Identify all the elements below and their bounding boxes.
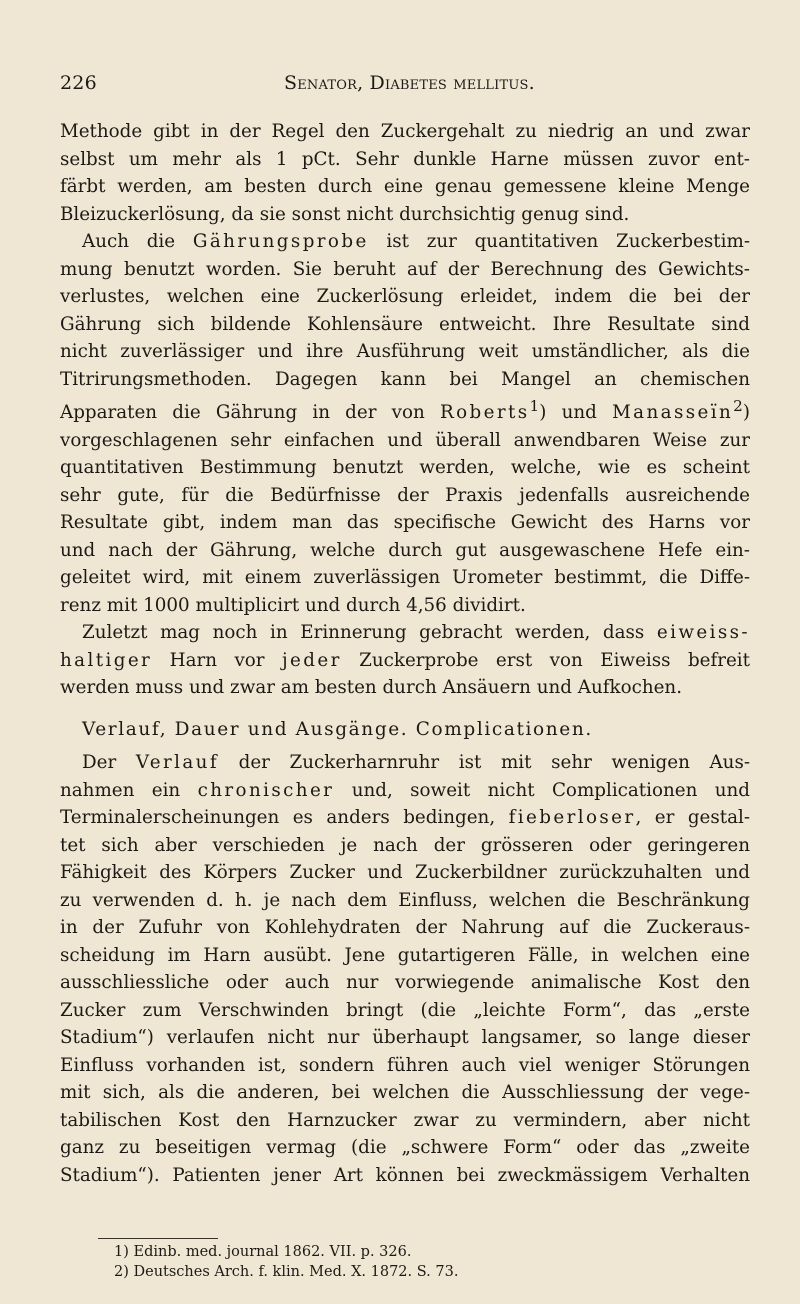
- text-line: werden muss und zwar am besten durch Ansäuern und Aufkochen.: [60, 677, 682, 699]
- page-number: 226: [60, 72, 97, 94]
- body-text: [60, 118, 750, 1189]
- text-line: Resultate gibt, indem man das specifische Gewicht des Harns vor: [60, 512, 750, 534]
- emphasis-spaced: chronischer: [197, 779, 335, 801]
- text-line: Titrirungsmethoden. Dagegen kann bei Mangel an chemischen: [60, 368, 750, 390]
- text-line: [60, 393, 750, 427]
- text-line: Methode gibt in der Regel den Zuckergehalt zu niedrig an und zwar: [60, 121, 750, 142]
- text-line: Stadium“). Patienten jener Art können bei zweckmässigem Verhalten: [60, 1164, 750, 1186]
- text-line: renz mit 1000 multiplicirt und durch 4,56 dividirt.: [60, 594, 526, 616]
- text-line: geleitet wird, mit einem zuverlässigen Urometer bestimmt, die Diffe-: [60, 567, 750, 589]
- text-line: tet sich aber verschieden je nach der grösseren oder geringeren: [60, 834, 750, 856]
- text-run: und, soweit nicht Complicationen und: [334, 779, 750, 801]
- text-line: ganz zu beseitigen vermag (die „schwere Form“ oder das „zweite: [60, 1137, 750, 1159]
- footnote-divider: [98, 1238, 218, 1239]
- text-run: der Zuckerharnruhr ist mit sehr wenigen Aus-: [219, 752, 750, 774]
- text-line: Zucker zum Verschwinden bringt (die „leichte Form“, das „erste: [60, 999, 750, 1021]
- text-line: Stadium“) verlaufen nicht nur überhaupt langsamer, so lange dieser: [60, 1027, 750, 1049]
- text-run: , er gestal-: [635, 807, 750, 829]
- emphasis-spaced: haltiger: [60, 649, 153, 671]
- text-line: verlustes, welchen eine Zuckerlösung erleidet, indem die bei der: [60, 286, 750, 307]
- emphasis-spaced: jeder: [281, 649, 342, 671]
- text-line: zu verwenden d. h. je nach dem Einfluss, welchen die Beschränkung: [60, 889, 750, 911]
- text-line: in der Zufuhr von Kohlehydraten der Nahrung auf die Zuckeraus-: [60, 917, 750, 939]
- text-line: sehr gute, für die Bedürfnisse der Praxis jedenfalls ausreichende: [60, 484, 750, 506]
- text-run: ist zur quantitativen Zuckerbestim-: [368, 231, 750, 252]
- emphasis-spaced: Verlauf: [135, 752, 220, 774]
- text-line: Einfluss vorhanden ist, sondern führen auch viel weniger Störungen: [60, 1054, 750, 1076]
- text-line: selbst um mehr als 1 pCt. Sehr dunkle Harne müssen zuvor ent-: [60, 148, 750, 170]
- footnote-ref: 1: [529, 397, 540, 415]
- text-line: quantitativen Bestimmung benutzt werden, welche, wie es scheint: [60, 457, 750, 479]
- text-line: [60, 749, 750, 777]
- text-run: ) und: [539, 402, 613, 424]
- footnote-item: 2) Deutsches Arch. f. klin. Med. X. 1872. S. 73.: [114, 1264, 459, 1280]
- emphasis-spaced: Gährungsprobe: [192, 231, 369, 252]
- text-line: Bleizuckerlösung, da sie sonst nicht durchsichtig genug sind.: [60, 203, 630, 225]
- text-line: scheidung im Harn ausübt. Jene gutartigeren Fälle, in welchen eine: [60, 944, 750, 966]
- text-run: Apparaten die Gährung in der von: [60, 402, 440, 424]
- text-line: Fähigkeit des Körpers Zucker und Zuckerbildner zurückzuhalten und: [60, 862, 750, 884]
- text-line: ausschliessliche oder auch nur vorwiegende animalische Kost den: [60, 972, 750, 994]
- text-line: Gährung sich bildende Kohlensäure entweicht. Ihre Resultate sind: [60, 313, 750, 335]
- author-name: Manasseïn: [612, 402, 734, 424]
- author-name: Roberts: [439, 402, 530, 424]
- running-title: Senator, Diabetes mellitus.: [284, 72, 535, 94]
- text-run: ): [742, 402, 750, 424]
- text-line: [60, 228, 750, 256]
- text-run: Harn vor: [152, 649, 282, 671]
- text-run: Zuckerprobe erst von Eiweiss befreit: [341, 649, 750, 671]
- text-line: tabilischen Kost den Harnzucker zwar zu vermindern, aber nicht: [60, 1109, 750, 1131]
- footnote-item: 1) Edinb. med. journal 1862. VII. p. 326.: [114, 1244, 412, 1260]
- text-line: [60, 647, 750, 675]
- text-run: nahmen ein: [60, 779, 198, 801]
- footnote-ref: 2: [733, 397, 743, 415]
- text-line: nicht zuverlässiger und ihre Ausführung weit umständlicher, als die: [60, 341, 750, 362]
- page-header: [60, 72, 750, 98]
- emphasis-spaced: fieberloser: [508, 807, 636, 829]
- text-line: [60, 777, 750, 805]
- text-line: färbt werden, am besten durch eine genau gemessene kleine Menge: [60, 176, 750, 197]
- text-line: [60, 804, 750, 832]
- footnotes: [114, 1242, 714, 1282]
- text-line: und nach der Gährung, welche durch gut ausgewaschene Hefe ein-: [60, 539, 750, 561]
- text-line: [60, 619, 750, 647]
- text-line: vorgeschlagenen sehr einfachen und überall anwendbaren Weise zur: [60, 429, 750, 451]
- text-run: Auch die: [82, 231, 193, 252]
- section-heading: Verlauf, Dauer und Ausgänge. Complicationen.: [82, 718, 593, 740]
- emphasis-spaced: eiweiss-: [656, 622, 750, 644]
- text-run: Der: [82, 752, 136, 774]
- text-run: Terminalerscheinungen es anders bedingen,: [60, 807, 509, 829]
- text-run: Zuletzt mag noch in Erinnerung gebracht werden, dass: [82, 622, 657, 644]
- text-line: mit sich, als die anderen, bei welchen die Ausschliessung der vege-: [60, 1082, 750, 1104]
- text-line: mung benutzt worden. Sie beruht auf der Berechnung des Gewichts-: [60, 258, 750, 280]
